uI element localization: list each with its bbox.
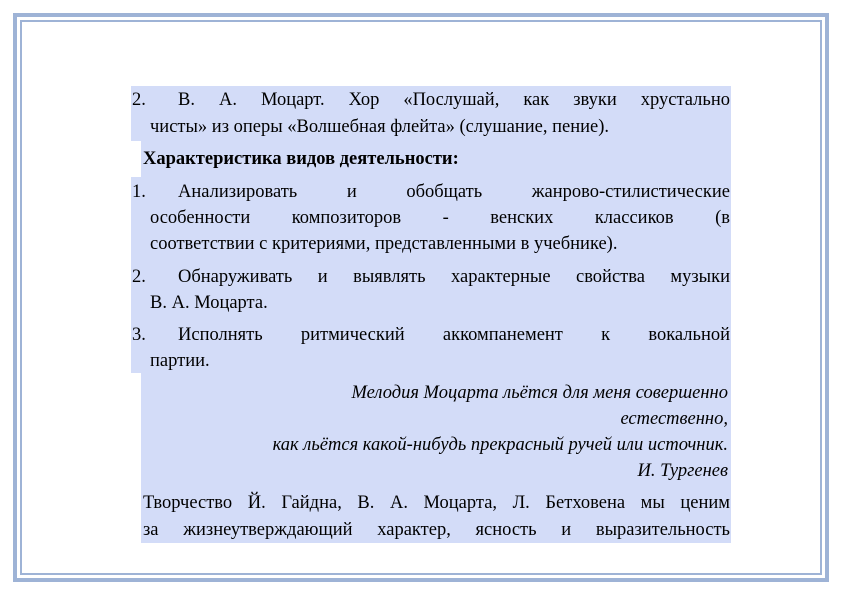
list-item-text: В. А. Моцарт. Хор «Послушай, как звуки хрустально xyxy=(178,90,730,110)
quote-author: И. Тургенев xyxy=(637,461,728,481)
paragraph-line: Творчество Й. Гайдна, В. А. Моцарта, Л. Бетховена мы ценим xyxy=(143,493,730,513)
paragraph-line: за жизнеутверждающий характер, ясность и выразительность xyxy=(143,520,730,540)
list-item-text: чисты» из оперы «Волшебная флейта» (слушание, пение). xyxy=(150,117,609,137)
list-item-text: особенности композиторов - венских классиков (в xyxy=(150,208,730,228)
list-item-text: Исполнять ритмический аккомпанемент к вокальной xyxy=(178,325,730,345)
list-item-text: Обнаруживать и выявлять характерные свойства музыки xyxy=(178,267,730,287)
list-item-text: Анализировать и обобщать жанрово-стилистические xyxy=(178,182,730,202)
list-item-text: соответствии с критериями, представленными в учебнике). xyxy=(150,234,618,254)
list-number: 1. xyxy=(132,182,146,202)
activity-heading: Характеристика видов деятельности: xyxy=(143,149,459,169)
list-number: 2. xyxy=(132,90,146,110)
quote-line: Мелодия Моцарта льётся для меня совершенно xyxy=(351,383,728,403)
list-item-text: В. А. Моцарта. xyxy=(150,293,268,313)
list-number: 2. xyxy=(132,267,146,287)
list-item-text: партии. xyxy=(150,351,210,371)
quote-line: как льётся какой-нибудь прекрасный ручей или источник. xyxy=(272,435,728,455)
quote-line: естественно, xyxy=(620,409,728,429)
list-number: 3. xyxy=(132,325,146,345)
